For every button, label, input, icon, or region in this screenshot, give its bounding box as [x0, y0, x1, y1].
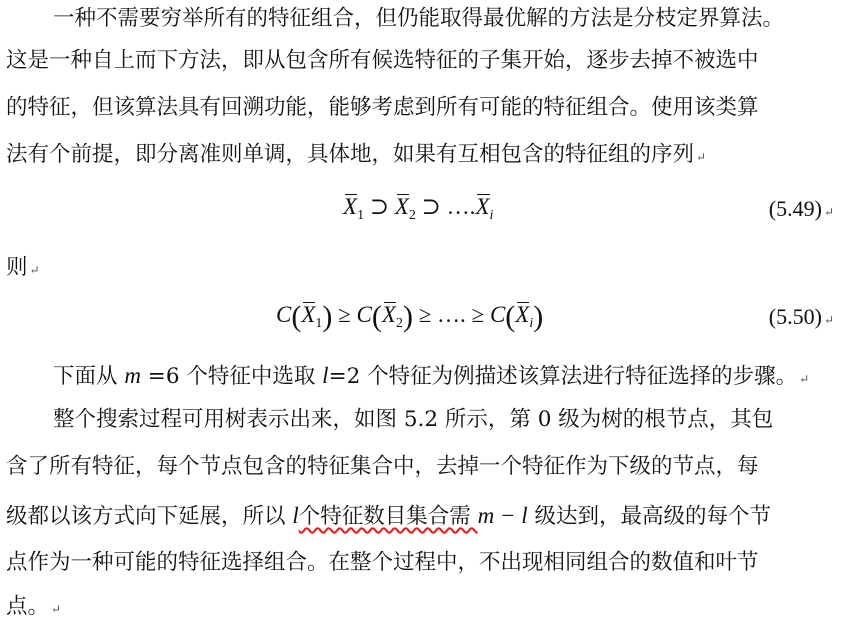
subscript-1: 1: [357, 208, 365, 223]
superset-operator: ⊃: [364, 194, 395, 219]
criterion-c: C: [276, 302, 292, 327]
subscript-i: i: [489, 208, 494, 223]
paragraph-mark: ↵: [51, 602, 62, 616]
superset-ellipsis: ⊃ ….: [415, 194, 476, 219]
right-paren: ): [402, 300, 413, 333]
paragraph-mark: ↵: [823, 313, 834, 327]
then-line: [6, 257, 40, 279]
paragraph3-line1: 整个搜索过程可用树表示出来，如图 5.2 所示，第 0 级为树的根节点，其包: [53, 407, 774, 432]
equation-number-5-50: [769, 306, 834, 328]
paragraph3-line3-pre: 级都以该方式向下延展，所以: [6, 504, 293, 529]
variable-m: m: [124, 363, 141, 388]
criterion-c: C: [356, 302, 372, 327]
paragraph-mark: ↵: [823, 205, 834, 219]
paragraph3-line3-post: 级达到，最高级的每个节: [527, 504, 771, 529]
x-bar-symbol: X: [301, 302, 316, 327]
x-bar-symbol: X: [394, 194, 409, 219]
geq-ellipsis: ≥ …. ≥: [412, 302, 490, 327]
geq-operator: ≥: [332, 302, 357, 327]
equation-number-5-49: [769, 198, 834, 220]
paragraph2-post: =2 个特征为例描述该算法进行特征选择的步骤。: [328, 364, 798, 389]
criterion-c: C: [489, 302, 506, 327]
paragraph-mark: ↵: [696, 150, 707, 164]
variable-l: l: [292, 503, 299, 528]
paragraph2-mid: =6 个特征中选取: [140, 364, 323, 389]
expression-m-minus-l: m − l: [477, 503, 528, 528]
x-bar-symbol: X: [343, 194, 358, 219]
paragraph3-line3: [6, 504, 771, 528]
subscript-2: 2: [408, 208, 416, 223]
paragraph-mark: ↵: [799, 372, 810, 386]
subscript-2: 2: [395, 316, 403, 331]
equation-number-text: (5.50): [768, 304, 822, 329]
left-paren: (: [371, 300, 382, 333]
x-bar-symbol: X: [475, 194, 490, 219]
paragraph1-line2: 这是一种自上而下方法，即从包含所有候选特征的子集开始，逐步去掉不被选中: [6, 48, 759, 73]
paragraph1-line4: [6, 144, 706, 166]
subscript-i: i: [529, 316, 534, 331]
paragraph3-line5-text: 点。: [6, 594, 50, 619]
paragraph1-line3: 的特征，但该算法具有回溯功能，能够考虑到所有可能的特征组合。使用该类算: [6, 95, 759, 120]
paragraph2-pre: 下面从: [53, 364, 125, 389]
subscript-1: 1: [315, 316, 323, 331]
paragraph3-line5: [6, 596, 61, 618]
x-bar-symbol: X: [515, 302, 530, 327]
paragraph3-line4: 点作为一种可能的特征选择组合。在整个过程中，不出现相同组合的数值和叶节: [6, 550, 759, 575]
paragraph2-line: [53, 364, 809, 388]
paragraph3-line2: 含了所有特征，每个节点包含的特征集合中，去掉一个特征作为下级的节点，每: [6, 454, 759, 479]
then-word: 则: [6, 255, 28, 280]
equation-5-49: [343, 195, 493, 223]
variable-l: l: [322, 363, 329, 388]
left-paren: (: [291, 300, 302, 333]
paragraph1-line1: 一种不需要穷举所有的特征组合，但仍能取得最优解的方法是分枝定界算法。: [53, 6, 785, 31]
right-paren: ): [322, 300, 333, 333]
paragraph-mark: ↵: [29, 263, 40, 277]
right-paren: ): [533, 300, 544, 333]
left-paren: (: [505, 300, 516, 333]
paragraph1-line4-text: 法有个前提，即分离准则单调，具体地，如果有互相包含的特征组的序列: [6, 142, 695, 167]
equation-5-50: [276, 302, 543, 332]
x-bar-symbol: X: [381, 302, 396, 327]
spellcheck-underlined-text: 个特征数目集合需: [298, 504, 478, 529]
equation-number-text: (5.49): [768, 196, 822, 221]
